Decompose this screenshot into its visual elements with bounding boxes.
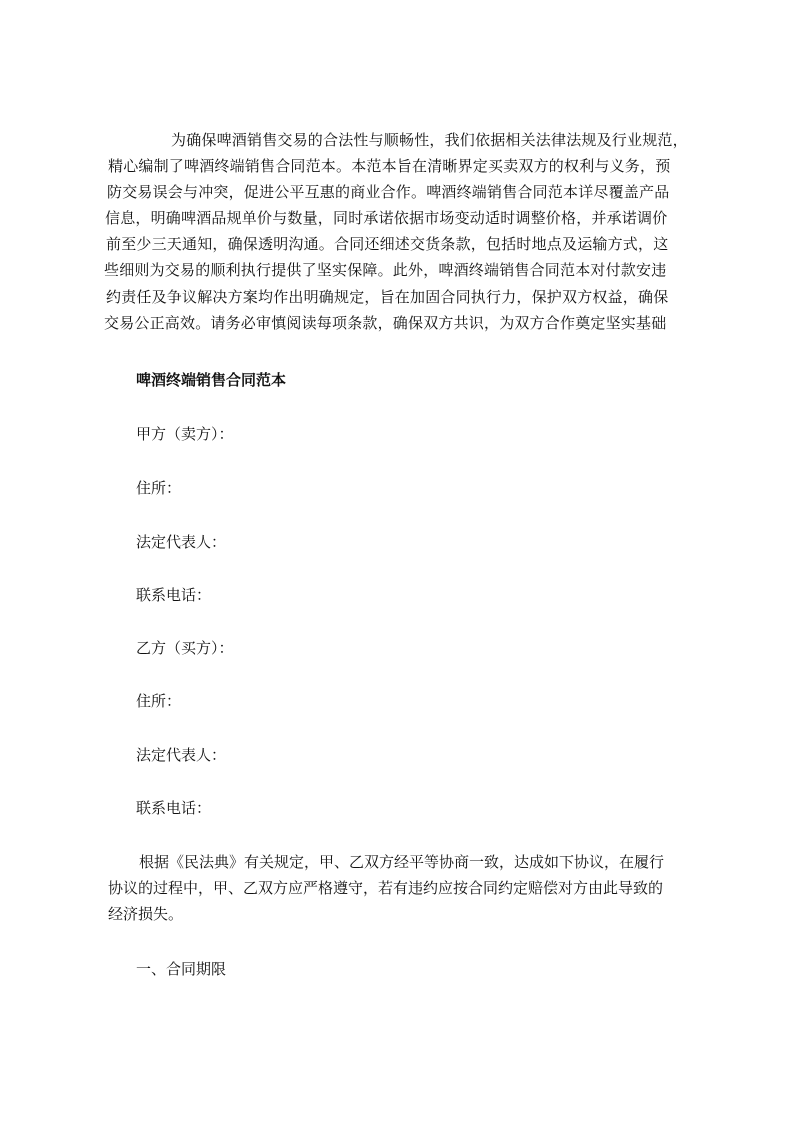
intro-line: 交易公正高效。请务必审慎阅读每项条款，确保双方共识，为双方合作奠定坚实基础 — [104, 314, 667, 332]
intro-line: 些细则为交易的顺利执行提供了坚实保障。此外，啤酒终端销售合同范本对付款安违 — [104, 261, 667, 279]
party-a-label: 甲方（卖方）： — [136, 425, 234, 443]
party-b-label: 乙方（买方）： — [136, 639, 234, 657]
section-heading: 一、合同期限 — [136, 960, 227, 978]
party-a-phone: 联系电话： — [136, 586, 212, 604]
intro-line: 信息，明确啤酒品规单价与数量，同时承诺依据市场变动适时调整价格，并承诺调价 — [105, 209, 668, 227]
preamble-line: 经济损失。 — [108, 905, 184, 923]
party-b-legal-rep: 法定代表人： — [136, 746, 227, 764]
party-a-legal-rep: 法定代表人： — [136, 533, 227, 551]
party-a-address: 住所： — [136, 479, 182, 497]
intro-line: 前至少三天通知，确保透明沟通。合同还细述交货条款，包括时地点及运输方式，这 — [106, 235, 669, 253]
preamble-line: 协议的过程中，甲、乙双方应严格遵守，若有违约应按合同约定赔偿对方由此导致的 — [108, 879, 664, 897]
intro-line: 约责任及争议解决方案均作出明确规定，旨在加固合同执行力，保护双方权益，确保 — [106, 288, 669, 306]
preamble-line: 根据《民法典》有关规定，甲、乙双方经平等协商一致，达成如下协议，在履行 — [139, 853, 665, 871]
intro-line: 防交易误会与冲突，促进公平互惠的商业合作。啤酒终端销售合同范本详尽覆盖产品 — [107, 183, 670, 201]
intro-line: 精心编制了啤酒终端销售合同范本。本范本旨在清晰界定买卖双方的权利与义务，预 — [108, 157, 671, 175]
party-b-phone: 联系电话： — [136, 799, 212, 817]
contract-title: 啤酒终端销售合同范本 — [136, 371, 287, 389]
party-b-address: 住所： — [136, 692, 182, 710]
intro-line: 为确保啤酒销售交易的合法性与顺畅性，我们依据相关法律法规及行业规范， — [171, 131, 688, 149]
